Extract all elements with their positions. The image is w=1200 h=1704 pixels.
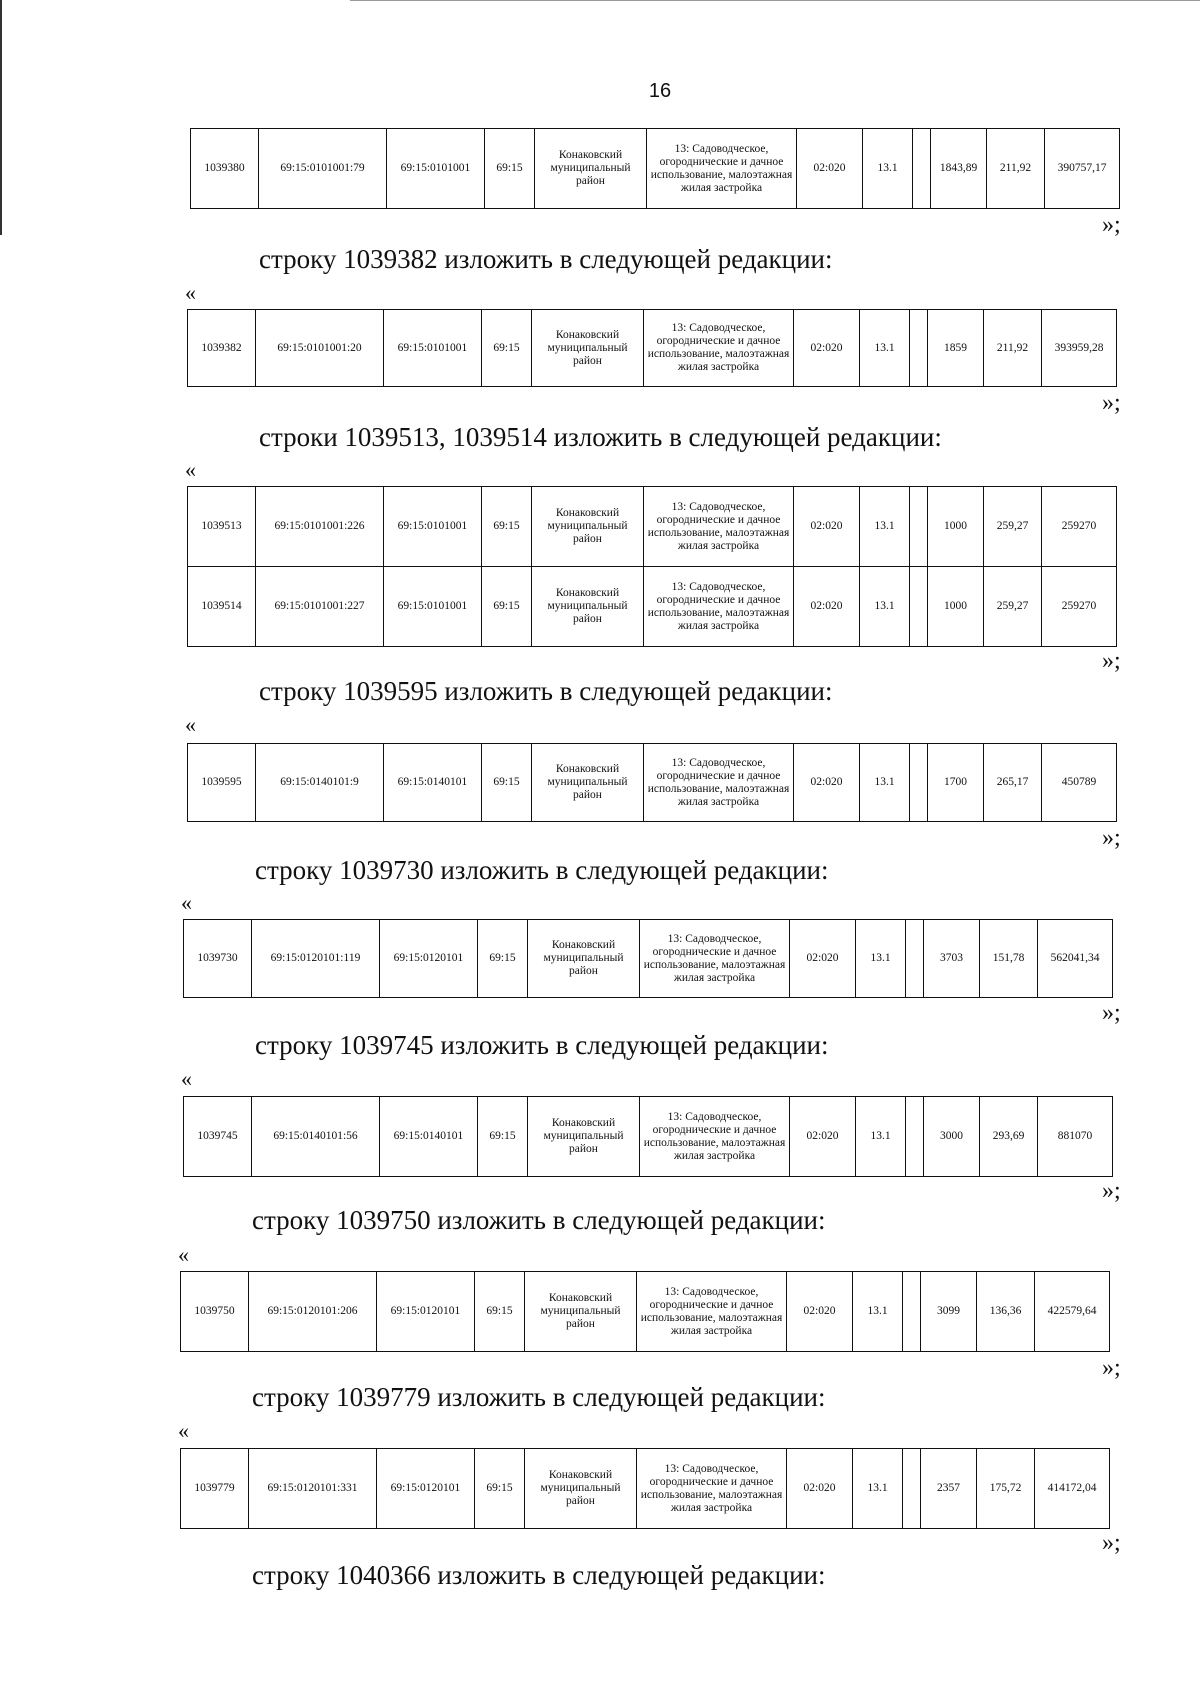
cell-land-use: 13: Садоводческое, огороднические и дачное использование, малоэтажная жилая застройка: [647, 129, 797, 209]
cell-empty: [903, 1449, 921, 1529]
open-quote: «: [181, 890, 192, 915]
cell-area: 1000: [928, 487, 984, 567]
cadastral-table: [180, 1271, 1110, 1352]
cell-price-per-unit: 151,78: [980, 920, 1038, 998]
cadastral-table: [183, 1096, 1113, 1177]
close-quote: »;: [1102, 1355, 1121, 1381]
cell-cadastral-number: 69:15:0120101:206: [249, 1272, 377, 1352]
cell-cadastral-number: 69:15:0120101:119: [252, 920, 380, 998]
cell-zone-code: 02:020: [790, 1097, 856, 1177]
cell-row-number: 1039513: [188, 487, 256, 567]
cell-cadastral-number: 69:15:0120101:331: [249, 1449, 377, 1529]
cell-land-use: 13: Садоводческое, огороднические и дачное использование, малоэтажная жилая застройка: [644, 567, 794, 647]
cell-district-code: 69:15: [478, 1097, 528, 1177]
cell-land-use: 13: Садоводческое, огороднические и дачное использование, малоэтажная жилая застройка: [640, 920, 790, 998]
cell-cadastral-number: 69:15:0101001:226: [256, 487, 384, 567]
cell-zone-code: 02:020: [787, 1449, 853, 1529]
cell-group-code: 13.1: [860, 744, 910, 822]
cell-area: 1859: [928, 310, 984, 387]
close-quote: »;: [1102, 212, 1121, 238]
cell-price-per-unit: 293,69: [980, 1097, 1038, 1177]
page-number: 16: [648, 80, 672, 102]
cell-price-per-unit: 211,92: [984, 310, 1042, 387]
cell-empty: [910, 567, 928, 647]
cell-district-code: 69:15: [482, 310, 532, 387]
table-row: [188, 310, 1117, 387]
table-row: [184, 1097, 1113, 1177]
cell-empty: [903, 1272, 921, 1352]
scan-top-line: [350, 0, 1200, 1]
cadastral-table: [187, 309, 1117, 387]
cell-quarter-number: 69:15:0101001: [384, 567, 482, 647]
open-quote: «: [181, 1066, 192, 1091]
cell-district-code: 69:15: [482, 567, 532, 647]
cell-zone-code: 02:020: [787, 1272, 853, 1352]
cell-empty: [906, 1097, 924, 1177]
cell-cadastral-value: 259270: [1042, 567, 1117, 647]
cell-district-code: 69:15: [482, 744, 532, 822]
cell-group-code: 13.1: [860, 310, 910, 387]
table-row: [188, 567, 1117, 647]
cell-row-number: 1039595: [188, 744, 256, 822]
cell-municipality: Конаковский муниципальный район: [532, 567, 644, 647]
cell-cadastral-value: 259270: [1042, 487, 1117, 567]
cell-price-per-unit: 259,27: [984, 487, 1042, 567]
cell-row-number: 1039745: [184, 1097, 252, 1177]
section-heading: строку 1039745 изложить в следующей редакции:: [255, 1030, 829, 1060]
cell-empty: [910, 310, 928, 387]
section-heading: строку 1039595 изложить в следующей редакции:: [259, 676, 833, 706]
cell-quarter-number: 69:15:0101001: [384, 487, 482, 567]
cell-group-code: 13.1: [856, 1097, 906, 1177]
close-quote: »;: [1102, 1178, 1121, 1204]
cell-land-use: 13: Садоводческое, огороднические и дачное использование, малоэтажная жилая застройка: [644, 487, 794, 567]
section-heading: строку 1039779 изложить в следующей редакции:: [252, 1382, 826, 1412]
table-row: [191, 129, 1120, 209]
open-quote: «: [178, 1242, 189, 1267]
cell-municipality: Конаковский муниципальный район: [532, 744, 644, 822]
cell-row-number: 1039750: [181, 1272, 249, 1352]
close-quote: »;: [1102, 1000, 1121, 1026]
close-quote: »;: [1102, 648, 1121, 674]
cell-price-per-unit: 259,27: [984, 567, 1042, 647]
cell-cadastral-number: 69:15:0101001:227: [256, 567, 384, 647]
cadastral-table: [180, 1448, 1110, 1529]
cadastral-table: [190, 128, 1120, 209]
cell-municipality: Конаковский муниципальный район: [532, 487, 644, 567]
cell-cadastral-value: 393959,28: [1042, 310, 1117, 387]
cell-quarter-number: 69:15:0140101: [380, 1097, 478, 1177]
cell-price-per-unit: 265,17: [984, 744, 1042, 822]
close-quote: »;: [1102, 825, 1121, 851]
cell-price-per-unit: 175,72: [977, 1449, 1035, 1529]
cell-district-code: 69:15: [475, 1272, 525, 1352]
open-quote: «: [178, 1418, 189, 1443]
cell-area: 1000: [928, 567, 984, 647]
open-quote: «: [185, 457, 196, 482]
cell-municipality: Конаковский муниципальный район: [535, 129, 647, 209]
cell-row-number: 1039380: [191, 129, 259, 209]
cell-municipality: Конаковский муниципальный район: [525, 1272, 637, 1352]
cell-district-code: 69:15: [478, 920, 528, 998]
table-row: [184, 920, 1113, 998]
cell-municipality: Конаковский муниципальный район: [528, 920, 640, 998]
cell-cadastral-value: 881070: [1038, 1097, 1113, 1177]
cell-area: 3099: [921, 1272, 977, 1352]
cell-group-code: 13.1: [853, 1272, 903, 1352]
cell-zone-code: 02:020: [790, 920, 856, 998]
cell-group-code: 13.1: [863, 129, 913, 209]
cell-cadastral-number: 69:15:0140101:9: [256, 744, 384, 822]
cell-area: 1700: [928, 744, 984, 822]
cell-zone-code: 02:020: [794, 487, 860, 567]
cell-zone-code: 02:020: [794, 310, 860, 387]
cell-cadastral-value: 562041,34: [1038, 920, 1113, 998]
cell-area: 1843,89: [931, 129, 987, 209]
cell-row-number: 1039779: [181, 1449, 249, 1529]
cell-quarter-number: 69:15:0101001: [384, 310, 482, 387]
cell-group-code: 13.1: [853, 1449, 903, 1529]
cell-district-code: 69:15: [475, 1449, 525, 1529]
cell-area: 3703: [924, 920, 980, 998]
cell-empty: [906, 920, 924, 998]
cadastral-table: [187, 486, 1117, 647]
cell-group-code: 13.1: [860, 567, 910, 647]
section-heading: строку 1040366 изложить в следующей редакции:: [252, 1560, 826, 1590]
close-quote: »;: [1102, 390, 1121, 416]
cell-land-use: 13: Садоводческое, огороднические и дачное использование, малоэтажная жилая застройка: [637, 1449, 787, 1529]
scan-edge-line: [0, 0, 2, 235]
section-heading: строку 1039750 изложить в следующей редакции:: [252, 1205, 826, 1235]
cell-area: 3000: [924, 1097, 980, 1177]
cell-group-code: 13.1: [860, 487, 910, 567]
cell-quarter-number: 69:15:0120101: [377, 1272, 475, 1352]
cell-land-use: 13: Садоводческое, огороднические и дачное использование, малоэтажная жилая застройка: [640, 1097, 790, 1177]
close-quote: »;: [1102, 1530, 1121, 1556]
table-row: [181, 1272, 1110, 1352]
cell-cadastral-value: 414172,04: [1035, 1449, 1110, 1529]
cell-land-use: 13: Садоводческое, огороднические и дачное использование, малоэтажная жилая застройка: [637, 1272, 787, 1352]
cell-zone-code: 02:020: [794, 567, 860, 647]
cell-area: 2357: [921, 1449, 977, 1529]
table-row: [188, 744, 1117, 822]
cell-zone-code: 02:020: [794, 744, 860, 822]
cell-district-code: 69:15: [482, 487, 532, 567]
cell-cadastral-number: 69:15:0101001:79: [259, 129, 387, 209]
cell-quarter-number: 69:15:0120101: [377, 1449, 475, 1529]
cell-price-per-unit: 211,92: [987, 129, 1045, 209]
open-quote: «: [185, 712, 196, 737]
cell-cadastral-value: 390757,17: [1045, 129, 1120, 209]
cell-municipality: Конаковский муниципальный район: [532, 310, 644, 387]
cell-empty: [910, 744, 928, 822]
cell-quarter-number: 69:15:0101001: [387, 129, 485, 209]
cell-empty: [913, 129, 931, 209]
cell-cadastral-number: 69:15:0101001:20: [256, 310, 384, 387]
cell-land-use: 13: Садоводческое, огороднические и дачное использование, малоэтажная жилая застройка: [644, 310, 794, 387]
section-heading: строку 1039382 изложить в следующей редакции:: [259, 244, 833, 274]
cell-district-code: 69:15: [485, 129, 535, 209]
cell-zone-code: 02:020: [797, 129, 863, 209]
cell-cadastral-value: 422579,64: [1035, 1272, 1110, 1352]
cell-municipality: Конаковский муниципальный район: [525, 1449, 637, 1529]
cell-quarter-number: 69:15:0120101: [380, 920, 478, 998]
cadastral-table: [183, 919, 1113, 998]
cell-cadastral-number: 69:15:0140101:56: [252, 1097, 380, 1177]
section-heading: строки 1039513, 1039514 изложить в следующей редакции:: [259, 422, 942, 452]
cell-municipality: Конаковский муниципальный район: [528, 1097, 640, 1177]
cadastral-table: [187, 743, 1117, 822]
section-heading: строку 1039730 изложить в следующей редакции:: [255, 855, 829, 885]
table-row: [181, 1449, 1110, 1529]
open-quote: «: [185, 280, 196, 305]
cell-land-use: 13: Садоводческое, огороднические и дачное использование, малоэтажная жилая застройка: [644, 744, 794, 822]
cell-empty: [910, 487, 928, 567]
cell-row-number: 1039514: [188, 567, 256, 647]
cell-quarter-number: 69:15:0140101: [384, 744, 482, 822]
cell-cadastral-value: 450789: [1042, 744, 1117, 822]
cell-row-number: 1039382: [188, 310, 256, 387]
cell-price-per-unit: 136,36: [977, 1272, 1035, 1352]
table-row: [188, 487, 1117, 567]
cell-group-code: 13.1: [856, 920, 906, 998]
cell-row-number: 1039730: [184, 920, 252, 998]
